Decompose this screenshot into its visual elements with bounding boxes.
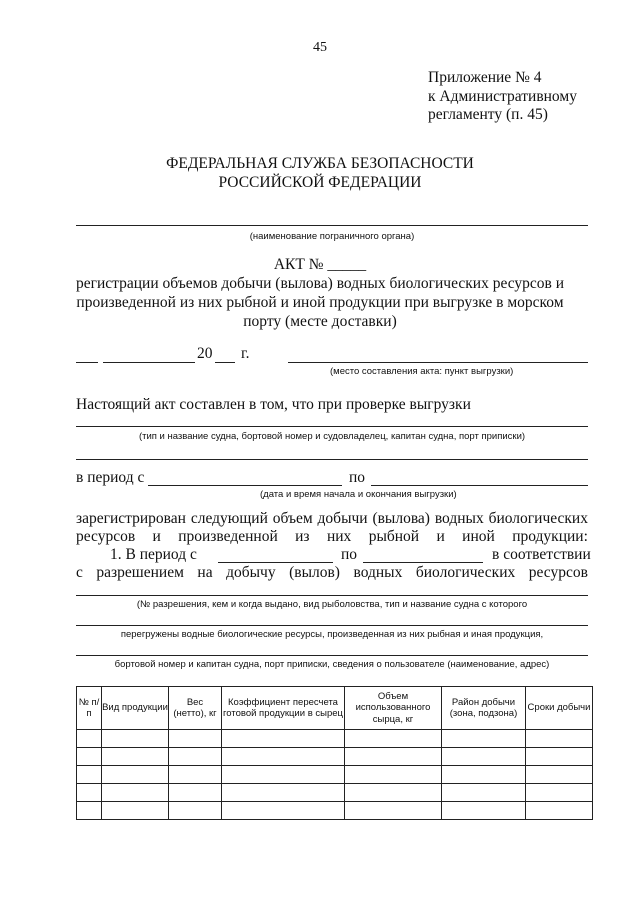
period-prefix: в период с: [76, 469, 145, 486]
border-organ-field[interactable]: [76, 225, 588, 226]
table-cell[interactable]: [222, 784, 345, 802]
registered-word: из: [295, 528, 310, 545]
table-row: [77, 802, 593, 820]
registered-word: добычу: [226, 564, 276, 581]
table-cell[interactable]: [526, 802, 593, 820]
registered-word: ресурсов: [528, 564, 588, 581]
vessel-field-continued[interactable]: [76, 459, 588, 460]
year-field[interactable]: [215, 362, 235, 363]
table-cell[interactable]: [526, 748, 593, 766]
table-cell[interactable]: [345, 802, 442, 820]
table-row: [77, 730, 593, 748]
column-header-product: Вид продукции: [102, 687, 169, 730]
period-middle: по: [349, 469, 366, 486]
registered-word: следующий: [190, 510, 268, 527]
item1-suffix: в соответствии: [492, 546, 591, 563]
table-cell[interactable]: [169, 730, 222, 748]
period-caption: (дата и время начала и окончания выгрузки): [260, 489, 457, 500]
registered-word: и: [436, 528, 445, 545]
registered-word: ресурсов: [76, 528, 136, 545]
registered-word: продукции:: [512, 528, 588, 545]
table-cell[interactable]: [442, 802, 526, 820]
table-cell[interactable]: [345, 766, 442, 784]
transfer-caption: перегружены водные биологические ресурсы, произведенная из них рыбная и иная продукция,: [120, 629, 544, 640]
owner-caption: бортовой номер и капитан судна, порт приписки, сведения о пользователе (наименование, адрес): [114, 659, 550, 670]
registered-word: произведенной: [178, 528, 278, 545]
registered-line-4: [76, 564, 588, 582]
appendix-line-3: регламенту (п. 45): [428, 106, 548, 123]
permit-caption: (№ разрешения, кем и когда выдано, вид рыболовства, тип и название судна с которого: [136, 599, 528, 610]
table-cell[interactable]: [169, 784, 222, 802]
item1-end-field[interactable]: [363, 562, 483, 563]
column-header-area: Район добычи (зона, подзона): [442, 687, 526, 730]
agency-line-2: РОССИЙСКОЙ ФЕДЕРАЦИИ: [218, 174, 422, 191]
table-cell[interactable]: [345, 748, 442, 766]
appendix-reference: [428, 69, 577, 125]
agency-heading: [0, 154, 640, 192]
year-prefix: 20: [197, 345, 213, 362]
column-header-weight: Вес (нетто), кг: [169, 687, 222, 730]
period-end-field[interactable]: [371, 485, 588, 486]
table-cell[interactable]: [222, 766, 345, 784]
border-organ-caption: (наименование пограничного органа): [249, 231, 415, 242]
column-header-coefficient: Коэффициент пересчета готовой продукции в сырец: [222, 687, 345, 730]
table-header-row: [77, 687, 593, 730]
table-cell[interactable]: [169, 748, 222, 766]
column-header-raw-volume: Объем использованного сырца, кг: [345, 687, 442, 730]
registered-word: водных: [353, 564, 403, 581]
table-cell[interactable]: [102, 730, 169, 748]
act-subtitle-line-2: произведенной из них рыбной и иной продукции при выгрузке в морском: [76, 294, 564, 311]
registered-line-1: [76, 510, 588, 528]
registered-word: с: [76, 564, 83, 581]
table-cell[interactable]: [77, 748, 102, 766]
table-row: [77, 784, 593, 802]
column-header-number: № п/п: [77, 687, 102, 730]
table-cell[interactable]: [345, 784, 442, 802]
registered-word: рыбной: [368, 528, 420, 545]
table-row: [77, 748, 593, 766]
registered-word: (вылов): [289, 564, 340, 581]
table-cell[interactable]: [77, 802, 102, 820]
registered-line-2: [76, 528, 588, 546]
permit-field[interactable]: [76, 595, 588, 596]
registered-word: разрешением: [96, 564, 184, 581]
table-body: [77, 730, 593, 820]
act-subtitle-line-3: порту (месте доставки): [243, 313, 397, 330]
place-field[interactable]: [288, 362, 588, 363]
table-cell[interactable]: [222, 802, 345, 820]
table-cell[interactable]: [526, 730, 593, 748]
act-subtitle-line-1: регистрации объемов добычи (вылова) водных биологических ресурсов и: [75, 275, 565, 292]
item1-middle: по: [341, 546, 358, 563]
year-suffix: г.: [241, 345, 250, 362]
day-field[interactable]: [76, 362, 98, 363]
table-cell[interactable]: [169, 802, 222, 820]
table-cell[interactable]: [77, 784, 102, 802]
table-cell[interactable]: [102, 802, 169, 820]
production-table: [76, 686, 593, 820]
period-start-field[interactable]: [148, 485, 342, 486]
registered-word: зарегистрирован: [76, 510, 186, 527]
item1-prefix: 1. В период с: [110, 546, 197, 563]
registered-word: добычи: [317, 510, 368, 527]
appendix-line-1: Приложение № 4: [428, 69, 542, 86]
agency-line-1: ФЕДЕРАЛЬНАЯ СЛУЖБА БЕЗОПАСНОСТИ: [166, 155, 474, 172]
table-cell[interactable]: [77, 730, 102, 748]
table-cell[interactable]: [442, 784, 526, 802]
registered-word: биологических: [415, 564, 516, 581]
table-cell[interactable]: [102, 766, 169, 784]
column-header-period: Сроки добычи: [526, 687, 593, 730]
table-cell[interactable]: [442, 748, 526, 766]
registered-word: на: [197, 564, 213, 581]
table-cell[interactable]: [77, 766, 102, 784]
table-cell[interactable]: [442, 766, 526, 784]
table-cell[interactable]: [222, 730, 345, 748]
table-cell[interactable]: [169, 766, 222, 784]
table-cell[interactable]: [526, 784, 593, 802]
appendix-line-2: к Административному: [428, 87, 577, 105]
act-title: АКТ № _____: [273, 256, 367, 273]
item1-start-field[interactable]: [218, 562, 333, 563]
registered-word: и: [152, 528, 161, 545]
transfer-field[interactable]: [76, 625, 588, 626]
act-title-block: [0, 255, 640, 331]
vessel-caption: (тип и название судна, бортовой номер и судовладелец, капитан судна, порт приписки): [138, 431, 526, 442]
place-caption: (место составления акта: пункт выгрузки): [330, 366, 514, 377]
table-cell[interactable]: [442, 730, 526, 748]
vessel-field[interactable]: [76, 426, 588, 427]
table-cell[interactable]: [102, 784, 169, 802]
registered-word: иной: [462, 528, 495, 545]
page-number: 45: [313, 40, 327, 55]
table-cell[interactable]: [345, 730, 442, 748]
registered-word: (вылова): [372, 510, 430, 527]
registered-word: водных: [434, 510, 484, 527]
intro-text: Настоящий акт составлен в том, что при проверке выгрузки: [76, 396, 471, 413]
registered-word: биологических: [488, 510, 588, 527]
month-field[interactable]: [103, 362, 195, 363]
owner-field[interactable]: [76, 655, 588, 656]
table-cell[interactable]: [222, 748, 345, 766]
table-cell[interactable]: [102, 748, 169, 766]
registered-word: них: [326, 528, 352, 545]
registered-word: объем: [272, 510, 313, 527]
table-cell[interactable]: [526, 766, 593, 784]
table-row: [77, 766, 593, 784]
